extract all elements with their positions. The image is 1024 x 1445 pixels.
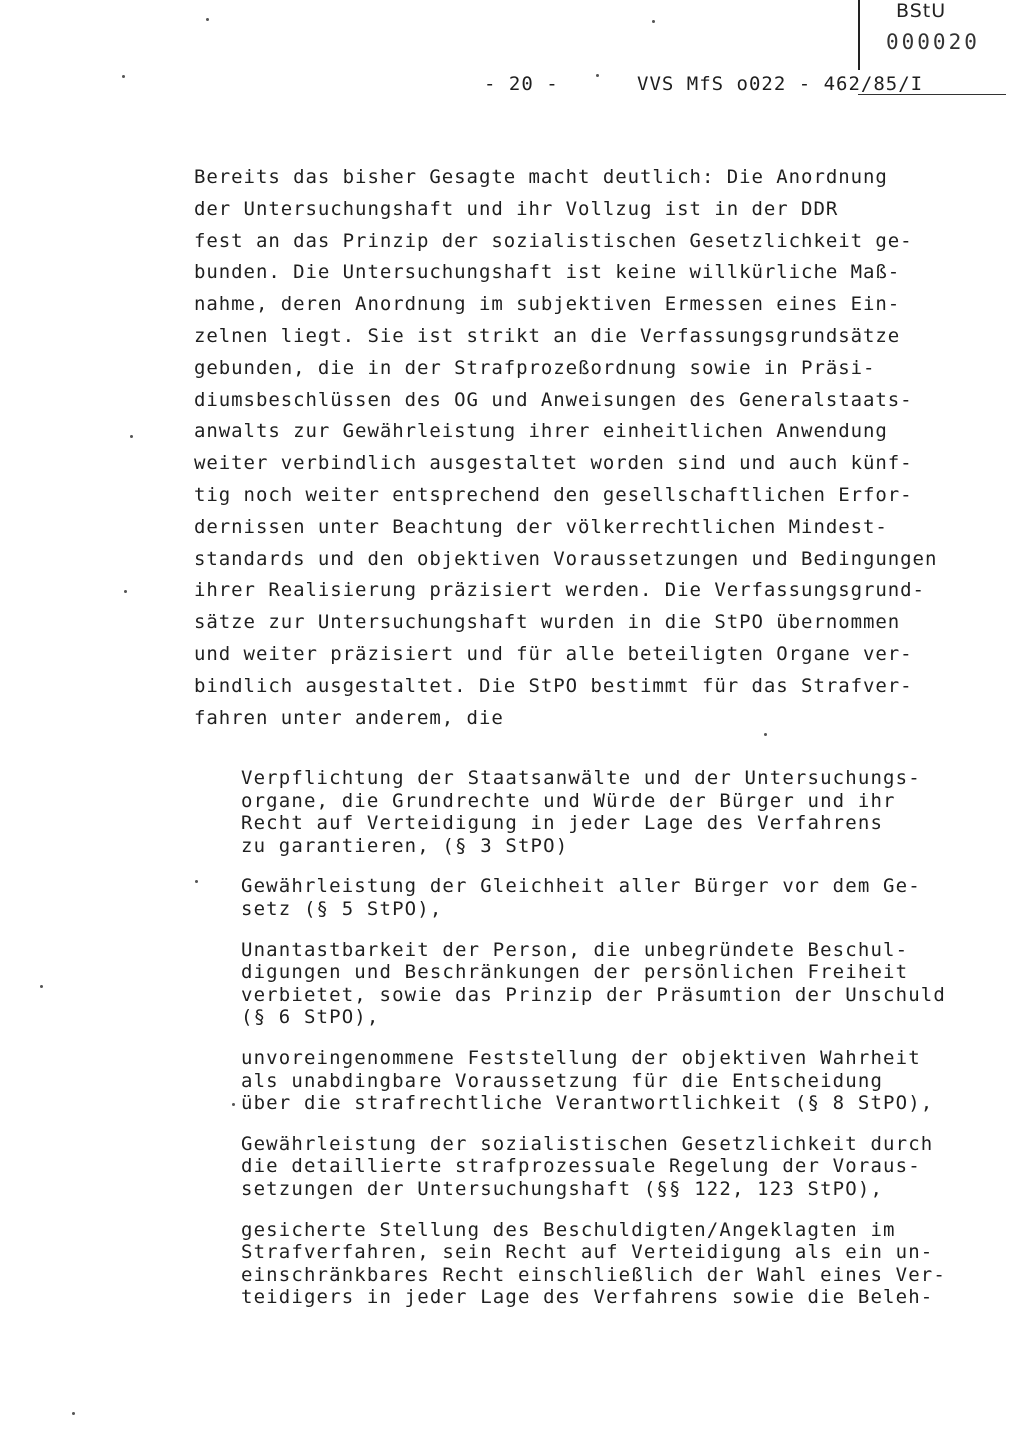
list-item-line: teidigers in jeder Lage des Verfahrens sowie die Beleh- bbox=[241, 1286, 934, 1309]
paragraph-line: zelnen liegt. Sie ist strikt an die Verfassungsgrundsätze bbox=[194, 324, 901, 347]
scan-speck bbox=[232, 1103, 235, 1106]
list-item bbox=[241, 1047, 981, 1115]
list-item-line: (§ 6 StPO), bbox=[241, 1006, 380, 1029]
list-item-line: gesicherte Stellung des Beschuldigten/Angeklagten im bbox=[241, 1218, 896, 1241]
list-item bbox=[241, 767, 981, 857]
paragraph-line: bindlich ausgestaltet. Die StPO bestimmt für das Strafver- bbox=[194, 674, 913, 697]
scan-speck bbox=[122, 75, 125, 78]
list-item-line: Strafverfahren, sein Recht auf Verteidigung als ein un- bbox=[241, 1241, 934, 1264]
paragraph-line: gebunden, die in der Strafprozeßordnung sowie in Präsi- bbox=[194, 356, 876, 379]
list-item-line: organe, die Grundrechte und Würde der Bürger und ihr bbox=[241, 789, 896, 812]
paragraph-line: tig noch weiter entsprechend den gesellschaftlichen Erfor- bbox=[194, 483, 913, 506]
paragraph-line: ihrer Realisierung präzisiert werden. Die Verfassungsgrund- bbox=[194, 579, 925, 602]
paragraph-line: standards und den objektiven Voraussetzungen und Bedingungen bbox=[194, 547, 938, 570]
list-item-line: zu garantieren, (§ 3 StPO) bbox=[241, 834, 569, 857]
scan-speck bbox=[652, 20, 655, 23]
scan-speck bbox=[764, 733, 767, 736]
paragraph-line: bunden. Die Untersuchungshaft ist keine willkürliche Maß- bbox=[194, 261, 901, 284]
scan-speck bbox=[130, 435, 133, 438]
list-item bbox=[241, 875, 981, 920]
paragraph-line: sätze zur Untersuchungshaft wurden in die StPO übernommen bbox=[194, 611, 901, 634]
enumeration-list bbox=[241, 767, 981, 1327]
paragraph-line: dernissen unter Beachtung der völkerrechtlichen Mindest- bbox=[194, 515, 888, 538]
list-item-line: setzungen der Untersuchungshaft (§§ 122, 123 StPO), bbox=[241, 1177, 884, 1200]
document-reference: VVS MfS o022 - 462/85/I bbox=[637, 73, 924, 95]
scan-speck bbox=[596, 74, 599, 77]
paragraph-line: fahren unter anderem, die bbox=[194, 706, 504, 729]
paragraph-line: nahme, deren Anordnung im subjektiven Ermessen eines Ein- bbox=[194, 293, 901, 316]
list-item-line: über die strafrechtliche Verantwortlichkeit (§ 8 StPO), bbox=[241, 1092, 934, 1115]
list-item-line: Unantastbarkeit der Person, die unbegründete Beschul- bbox=[241, 938, 909, 961]
paragraph-line: weiter verbindlich ausgestaltet worden sind und auch künf- bbox=[194, 452, 913, 475]
scan-speck bbox=[195, 880, 198, 883]
list-item bbox=[241, 1133, 981, 1201]
paragraph-line: der Untersuchungshaft und ihr Vollzug ist in der DDR bbox=[194, 197, 839, 220]
scan-speck bbox=[124, 590, 127, 593]
paragraph-line: fest an das Prinzip der sozialistischen Gesetzlichkeit ge- bbox=[194, 229, 913, 252]
list-item-line: die detaillierte strafprozessuale Regelung der Voraus- bbox=[241, 1155, 921, 1178]
list-item-line: setz (§ 5 StPO), bbox=[241, 897, 443, 920]
paragraph-line: und weiter präzisiert und für alle beteiligten Organe ver- bbox=[194, 642, 913, 665]
list-item-line: als unabdingbare Voraussetzung für die Entscheidung bbox=[241, 1069, 884, 1092]
archive-stamp bbox=[858, 0, 980, 70]
list-item-line: Gewährleistung der Gleichheit aller Bürger vor dem Ge- bbox=[241, 875, 921, 898]
scan-speck bbox=[206, 18, 209, 21]
list-item-line: Gewährleistung der sozialistischen Gesetzlichkeit durch bbox=[241, 1132, 934, 1155]
page-number: - 20 - bbox=[484, 73, 559, 95]
list-item bbox=[241, 1219, 981, 1309]
list-item-line: Verpflichtung der Staatsanwälte und der Untersuchungs- bbox=[241, 767, 921, 789]
list-item-line: einschränkbares Recht einschließlich der Wahl eines Ver- bbox=[241, 1263, 946, 1286]
paragraph-line: Bereits das bisher Gesagte macht deutlich: Die Anordnung bbox=[194, 166, 888, 188]
stamp-organization: BStU bbox=[896, 0, 947, 22]
stamp-page-number: 000020 bbox=[886, 30, 980, 54]
list-item-line: verbietet, sowie das Prinzip der Präsumtion der Unschuld bbox=[241, 983, 946, 1006]
body-paragraph bbox=[194, 162, 974, 734]
reference-underline bbox=[858, 94, 1006, 95]
list-item-line: Recht auf Verteidigung in jeder Lage des Verfahrens bbox=[241, 812, 884, 835]
scan-speck bbox=[40, 985, 43, 988]
list-item-line: digungen und Beschränkungen der persönlichen Freiheit bbox=[241, 961, 909, 984]
paragraph-line: diumsbeschlüssen des OG und Anweisungen des Generalstaats- bbox=[194, 388, 913, 411]
list-item-line: unvoreingenommene Feststellung der objektiven Wahrheit bbox=[241, 1046, 921, 1069]
paragraph-line: anwalts zur Gewährleistung ihrer einheitlichen Anwendung bbox=[194, 420, 888, 443]
scan-speck bbox=[72, 1412, 75, 1415]
list-item bbox=[241, 939, 981, 1029]
